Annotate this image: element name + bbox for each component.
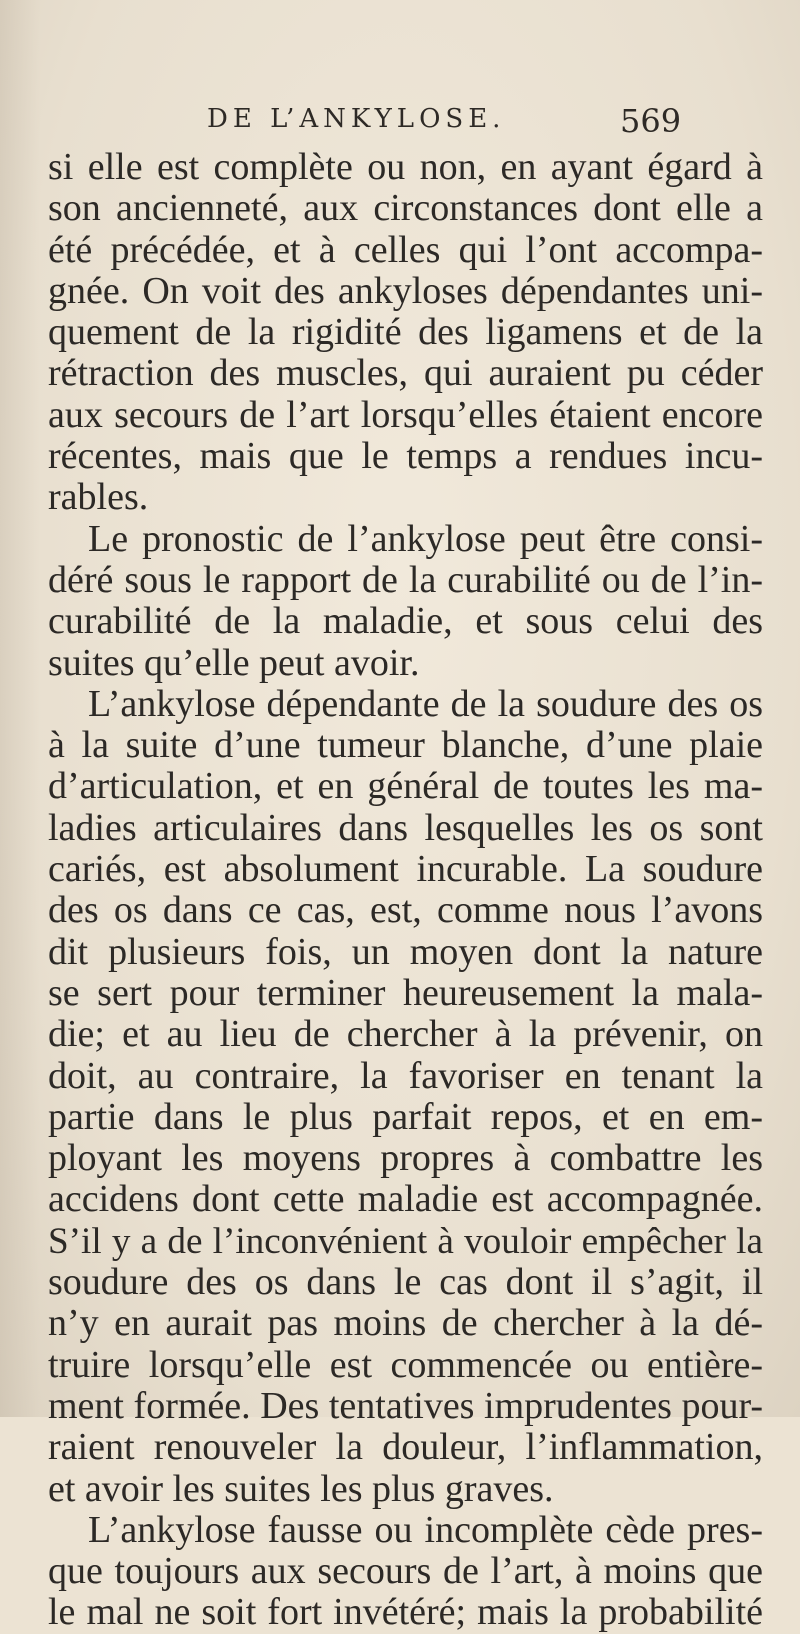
text-line: se sert pour terminer heureusement la mala- bbox=[48, 971, 763, 1014]
text-line: rétraction des muscles, qui auraient pu céder bbox=[48, 352, 763, 395]
text-line: doit, au contraire, la favoriser en tenant la bbox=[48, 1054, 763, 1097]
text-line: L’ankylose dépendante de la soudure des os bbox=[88, 682, 763, 725]
text-line: suites qu’elle peut avoir. bbox=[48, 641, 420, 684]
text-line: truire lorsqu’elle est commencée ou entière- bbox=[48, 1343, 763, 1386]
body-text bbox=[48, 147, 763, 1634]
text-line: si elle est complète ou non, en ayant égard à bbox=[48, 146, 763, 188]
text-line: déré sous le rapport de la curabilité ou de l’in- bbox=[48, 558, 763, 601]
text-line: S’il y a de l’inconvénient à vouloir empêcher la bbox=[48, 1220, 763, 1262]
text-line: été précédée, et à celles qui l’ont accompa- bbox=[48, 228, 763, 271]
text-line: récentes, mais que le temps a rendues incu- bbox=[48, 435, 763, 478]
text-line: quement de la rigidité des ligamens et de la bbox=[48, 311, 763, 354]
text-line: ladies articulaires dans lesquelles les os sont bbox=[48, 806, 763, 849]
text-line: à la suite d’une tumeur blanche, d’une plaie bbox=[48, 724, 763, 767]
text-line: soudure des os dans le cas dont il s’agit, il bbox=[48, 1261, 763, 1304]
page-header bbox=[0, 100, 800, 140]
text-line: L’ankylose fausse ou incomplète cède pres- bbox=[88, 1508, 763, 1551]
text-line: curabilité de la maladie, et sous celui des bbox=[48, 600, 763, 643]
text-line: ployant les moyens propres à combattre les bbox=[48, 1137, 763, 1180]
text-line: des os dans ce cas, est, comme nous l’avons bbox=[48, 889, 763, 932]
text-line: son ancienneté, aux circonstances dont elle a bbox=[48, 187, 763, 230]
text-line: n’y en aurait pas moins de chercher à la dé- bbox=[48, 1302, 763, 1345]
text-line: d’articulation, et en général de toutes les ma- bbox=[48, 765, 763, 808]
text-line: cariés, est absolument incurable. La soudure bbox=[48, 848, 763, 891]
text-line: gnée. On voit des ankyloses dépendantes uni- bbox=[48, 269, 763, 312]
text-line: et avoir les suites les plus graves. bbox=[48, 1467, 554, 1510]
text-line: que toujours aux secours de l’art, à moins que bbox=[48, 1550, 763, 1593]
text-line: dit plusieurs fois, un moyen dont la nature bbox=[48, 930, 763, 973]
text-line: le mal ne soit fort invétéré; mais la probabilité bbox=[48, 1591, 763, 1634]
page-number: 569 bbox=[620, 102, 682, 140]
text-line: accidens dont cette maladie est accompagnée. bbox=[48, 1178, 763, 1221]
text-line: aux secours de l’art lorsqu’elles étaient encore bbox=[48, 393, 763, 436]
text-line: raient renouveler la douleur, l’inflammation, bbox=[48, 1426, 763, 1469]
text-line: Le pronostic de l’ankylose peut être consi- bbox=[88, 517, 763, 560]
text-line: rables. bbox=[48, 476, 149, 519]
text-line: partie dans le plus parfait repos, et en em- bbox=[48, 1095, 763, 1138]
text-line: die; et au lieu de chercher à la prévenir, on bbox=[48, 1013, 763, 1056]
running-head: DE L’ANKYLOSE. bbox=[207, 104, 506, 134]
text-line: ment formée. Des tentatives imprudentes pour- bbox=[48, 1384, 763, 1427]
